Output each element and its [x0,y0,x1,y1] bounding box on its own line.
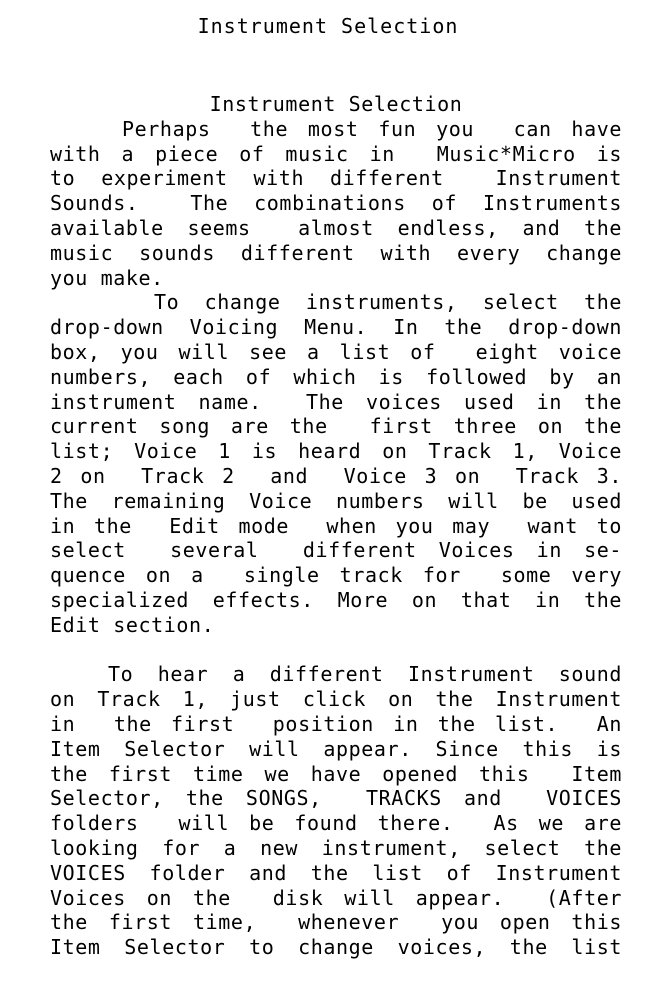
text-line: music sounds different with every change [50,240,622,265]
page-header-title: Instrument Selection [197,14,459,38]
text-line: Voices on the disk will appear. (After [50,885,622,910]
text-line: The remaining Voice numbers will be used [50,488,622,513]
text-line: current song are the first three on the [50,414,622,439]
text-line: in the Edit mode when you may want to [50,513,622,538]
text-line: 2 on Track 2 and Voice 3 on Track 3. [50,463,622,488]
text-line: folders will be found there. As we are [50,811,622,836]
text-line: Perhaps the most fun you can have [122,116,622,141]
text-line: list; Voice 1 is heard on Track 1, Voice [50,439,622,464]
paragraph-spacer [50,638,622,663]
text-line: Item Selector to change voices, the list [50,935,622,960]
paragraph-3 [50,662,622,960]
document-body [50,92,622,960]
text-line: with a piece of music in Music*Micro is [50,141,622,166]
text-line: quence on a single track for some very [50,563,622,588]
text-line: drop-down Voicing Menu. In the drop-down [50,315,622,340]
text-line: on Track 1, just click on the Instrument [50,687,622,712]
text-line: specialized effects. More on that in the [50,587,622,612]
text-line: available seems almost endless, and the [50,215,622,240]
text-line: box, you will see a list of eight voice [50,339,622,364]
text-line: VOICES folder and the list of Instrument [50,860,622,885]
text-line: the first time we have opened this Item [50,761,622,786]
text-line: in the first position in the list. An [50,711,622,736]
text-line: to experiment with different Instrument [50,166,622,191]
paragraph-2 [50,290,622,637]
paragraph-1 [50,117,622,291]
text-line: you make. [50,265,164,290]
text-line: To hear a different Instrument sound [108,662,622,687]
text-line: numbers, each of which is followed by an [50,364,622,389]
text-line: Sounds. The combinations of Instruments [50,191,622,216]
section-title: Instrument Selection [209,92,463,116]
text-line: select several different Voices in se- [50,538,622,563]
text-line: To change instruments, select the [154,290,622,315]
text-line: instrument name. The voices used in the [50,389,622,414]
text-line: looking for a new instrument, select the [50,835,622,860]
text-line: the first time, whenever you open this [50,910,622,935]
text-line: Item Selector will appear. Since this is [50,736,622,761]
text-line: Selector, the SONGS, TRACKS and VOICES [50,786,622,811]
text-line: Edit section. [50,612,215,637]
